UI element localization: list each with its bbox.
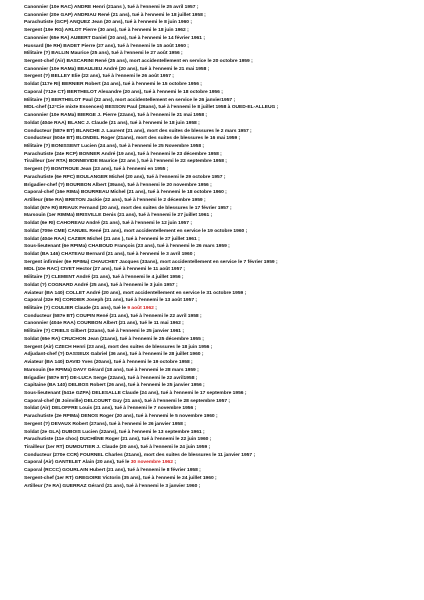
list-item [24, 390, 418, 398]
list-item [24, 459, 418, 467]
entry-text: Conducteur (504e BT) BLONDEL Roger (21ans), mort des suites de blessures le 16 mai 1959 ; [24, 136, 241, 142]
list-item [24, 135, 418, 143]
list-item [24, 297, 418, 305]
list-item [24, 4, 418, 12]
list-item [24, 351, 418, 359]
entry-text: Militaire (?) BONISSENT Lucien (24 ans), tué à l'ennemi le 25 Novembre 1958 ; [24, 143, 205, 149]
entry-tail: ; [172, 460, 176, 466]
list-item [24, 166, 418, 174]
list-item [24, 73, 418, 81]
list-item [24, 398, 418, 406]
entry-text: Caporal-chef (16e RIMa) BOURREAU Michel (21 ans), tué à l'ennemi le 18 octobre 1960 ; [24, 190, 227, 196]
list-item [24, 359, 418, 367]
list-item [24, 58, 418, 66]
entry-text: Artilleur (65e RA) BRETON Jackie (22 ans), tué à l'ennemi le 2 décembre 1959 ; [24, 197, 206, 203]
list-item [24, 282, 418, 290]
entry-text: Canonnier (404e RAA) COURBON Albert (21 ans), tué le 11 mai 1962 ; [24, 321, 184, 327]
entry-text: Artilleur (7e RA) GUERRAZ Gérard (21 ans), tué à l'ennemi le 3 janvier 1960 ; [24, 483, 201, 489]
entry-text: Caporal (RCCC) GOURLAIN Hubert (21 ans), tué à l'ennemi le 8 février 1958 ; [24, 468, 201, 474]
list-item [24, 81, 418, 89]
entry-text: Sergent (?) DEVAUX Robert (27ans), tué à l'ennemi le 26 janvier 1958 ; [24, 421, 186, 427]
entry-text: Militaire (?) COULIER Claude (21 ans), tué le [24, 306, 128, 312]
list-item [24, 89, 418, 97]
entry-text: Soldat (65e RA) CRUCHON Jean (21ans), tué à l'ennemi le 25 décembre 1955 ; [24, 336, 204, 342]
entry-text: Canonnier (10e RAMa) BIERGE J. Pierre (22ans), tué à l'ennemi le 21 mai 1958 ; [24, 113, 208, 119]
list-item [24, 413, 418, 421]
entry-text: Canonnier (20e GAP) ANDRIAU René (21 ans), tué à l'ennemi le 18 juillet 1958 ; [24, 12, 206, 18]
list-item [24, 182, 418, 190]
entry-text: Sergent (19e RG) ARLOT Pierre (30 ans), tué à l'ennemi le 18 juin 1962 ; [24, 28, 189, 34]
entry-text: Tirailleur (1er RTA) BONNEVIDE Maurice (22 ans ), tué à l'ennemi le 22 septembre 1958 ; [24, 159, 227, 165]
list-item [24, 375, 418, 383]
entry-text: MDL (10e RAC) CIVET Hector (27 ans), tué à l'ennemi le 11 août 1957 ; [24, 267, 186, 273]
entry-text: Soldat (709e CME) CANUEL René (21 ans), mort accidentellement en service le 19 octobre 1960 ; [24, 228, 248, 234]
entry-text: Militaire (?) BALLIN Maurice (25 ans), tué à l'ennemi le 27 août 1956 ; [24, 51, 183, 57]
entry-text: Parachutiste (24e RCP) BONNER André (19 ans), tué à l'ennemi le 23 décembre 1958 ; [24, 151, 222, 157]
list-item [24, 143, 418, 151]
list-item [24, 405, 418, 413]
entry-text: Soldat (67e RI) BRIAUX Fernand (20 ans), mort des suites de blessures le 17 février 1957 ; [24, 205, 232, 211]
list-item [24, 467, 418, 475]
list-item [24, 236, 418, 244]
list-item [24, 205, 418, 213]
list-item [24, 120, 418, 128]
list-item [24, 158, 418, 166]
highlighted-date: 9 août 1962 [127, 306, 154, 312]
list-item [24, 444, 418, 452]
casualty-list [24, 4, 418, 490]
entry-text: Aviateur (BA 140) COLLET André (20 ans), mort accidentellement en service le 31 octobre 1959 ; [24, 290, 247, 296]
list-item [24, 35, 418, 43]
entry-text: Parachutiste (6e RPC) BOULANGER Michel (20 ans), tué à l'ennemi le 29 octobre 1957 ; [24, 174, 226, 180]
list-item [24, 336, 418, 344]
list-item [24, 421, 418, 429]
list-item [24, 313, 418, 321]
list-item [24, 220, 418, 228]
entry-text: Hussard (8e RH) BADET Pierre (27 ans), tué à l'ennemi le 15 août 1960 ; [24, 43, 189, 49]
entry-text: Conducteur (270e CCR) FOURNEL Charles (21ans), mort des suites de blessures le 11 janvier 1957 ; [24, 452, 256, 458]
entry-text: Parachutiste (11e choc) DUCHÊNE Roger (21 ans), tué à l'ennemi le 22 juin 1960 ; [24, 437, 212, 443]
highlighted-date: 30 novembre 1962 [130, 460, 173, 466]
list-item [24, 228, 418, 236]
entry-text: Adjudant-chef (?) DASSEUX Gabriel (36 ans), tué à l'ennemi le 28 juillet 1960 ; [24, 352, 204, 358]
entry-text: Brigadier (587e BT) DE-LUCA Serge (22ans), tué à l'ennemi le 22 avril1958 ; [24, 375, 198, 381]
list-item [24, 251, 418, 259]
list-item [24, 128, 418, 136]
entry-text: Militaire (?) CRIELS Gilbert (22ans), tué à l'ennemi le 25 janvier 1961 ; [24, 329, 184, 335]
entry-text: Sergent-chef (1er RT) GREGOIRE Victorin (35 ans), tué à l'ennemi le 24 juillet 1960 ; [24, 475, 217, 481]
list-item [24, 475, 418, 483]
entry-text: Caporal (?12e CT) BERTHELOT Alexandre (20 ans), tué à l'ennemi le 18 octobre 1956 ; [24, 89, 223, 95]
list-item [24, 243, 418, 251]
entry-text: Soldat (BA 146) CHATEAU Bernard (21 ans), tué à l'ennemi le 3 avril 1960 ; [24, 252, 196, 257]
entry-text: Brigadier-chef (?) BOURBON Albert (39ans), tué à l'ennemi le 20 novembre 1956 ; [24, 182, 212, 188]
entry-text: Sergent infirmier (6e RPIMa) CHAUCHET Jacques (33ans), mort accidentellement en service le 7 février 1959 ; [24, 259, 278, 265]
list-item [24, 212, 418, 220]
list-item [24, 259, 418, 267]
entry-text: Sergent-chef (Air) BASCARINI René (25 ans), mort accidentellement en service le 20 octobre 1959 ; [24, 59, 253, 65]
entry-text: Conducteur (587e BT) BLANCHE J. Laurent (21 ans), mort des suites de blessures le 2 mars 1957 ; [24, 128, 252, 134]
entry-text: Capitaine (BA 140) DELBOS Robert (26 ans), tué à l'ennemi le 25 janvier 1956 ; [24, 383, 205, 389]
list-item [24, 189, 418, 197]
list-item [24, 452, 418, 460]
list-item [24, 305, 418, 313]
entry-tail: ; [153, 306, 157, 312]
entry-text: Conducteur (587e BT) COUPIN René (21 ans), tué à l'ennemi le 22 avril 1958 ; [24, 313, 202, 319]
entry-text: Militaire (?) BERTHELOT Paul (22 ans), mort accidentellement en service le 26 janvier1957 ; [24, 97, 236, 103]
entry-text: Sous-lieutenant (6e RPIMa) CHABOUD François (23 ans), tué à l'ennemi le 26 mars 1959 ; [24, 244, 230, 250]
list-item [24, 429, 418, 437]
list-item [24, 382, 418, 390]
list-item [24, 436, 418, 444]
entry-text: Soldat (?) COGNARD André (25 ans), tué à l'ennemi le 3 juin 1957 ; [24, 282, 178, 288]
entry-text: Soldat (Air) DELOFFRE Louis (21 ans), tué à l'ennemi le 7 novembre 1956 ; [24, 406, 197, 412]
entry-text: Canonnier (10e RAC) ANDRE Henri (21ans ), tué à l'ennemi le 25 avril 1957 ; [24, 5, 199, 10]
entry-text: Sous-lieutenant (541e GZPA) DELESALLE Claude (24 ans), tué à l'ennemi le 17 septembre 1956 ; [24, 390, 247, 396]
entry-text: Soldat (404e RAA) BLANC J. Claude (21 ans), tué à l'ennemi le 18 juin 1958 ; [24, 120, 200, 126]
entry-text: Caporal (32e RI) CORDIER Joseph (21 ans), tué à l'ennemi le 13 août 1957 ; [24, 298, 198, 304]
list-item [24, 274, 418, 282]
list-item [24, 43, 418, 51]
list-item [24, 97, 418, 105]
list-item [24, 27, 418, 35]
list-item [24, 19, 418, 27]
list-item [24, 197, 418, 205]
list-item [24, 266, 418, 274]
list-item [24, 12, 418, 20]
entry-text: Canonnier (65e RA) AUBERT Daniel (20 ans), tué à l'ennemi le 14 février 1961 ; [24, 35, 205, 41]
list-item [24, 151, 418, 159]
entry-text: Aviateur (BA 140) DAVID Yves (20ans), tué à l'ennemi le 19 octobre 1958 ; [24, 360, 193, 366]
list-item [24, 367, 418, 375]
entry-text: Marsouin (6e RPIMa) DAVY Gérard (18 ans), tué à l'ennemi le 28 mars 1959 ; [24, 367, 199, 373]
entry-text: Sergent (?) BELLEY Elie (22 ans), tué à l'ennemi le 26 août 1957 ; [24, 74, 174, 80]
entry-text: Marsouin (1er RIMMa) BRISVILLE Denis (21 ans), tué à l'ennemi le 27 juillet 1961 ; [24, 213, 213, 219]
list-item [24, 112, 418, 120]
entry-text: Sergent (?) BONTROUE Jean (23 ans), tué à l'ennemi en 1955 ; [24, 167, 169, 173]
list-item [24, 50, 418, 58]
list-item [24, 344, 418, 352]
entry-text: Parachutiste (2e RPIMa) DENOS Roger (20 ans), tué à l'ennemi le 5 novembre 1960 ; [24, 414, 218, 420]
entry-text: Soldat (117e RI) BERNIER Robert (24 ans), tué à l'ennemi le 15 octobre 1956 ; [24, 82, 202, 88]
entry-text: Soldat (2e GLA) DUBOIS Lucien (22ans), tué à l'ennemi le 13 septembre 1961 ; [24, 429, 205, 435]
list-item [24, 104, 418, 112]
entry-text: MDL-chef (12°Cie mixte Essences) BESSON Paul (26ans), tué à l'ennemi le 8 juillet 1958 à OUED-EL-ALLEUG ; [24, 105, 279, 111]
list-item [24, 320, 418, 328]
list-item [24, 66, 418, 74]
entry-text: Caporal (Air) GANTELET Alain (20 ans), tué le [24, 460, 131, 466]
entry-text: Canonnier (10e RAMa) BEAULIEU André (20 ans), tué à l'ennemi le 21 mai 1958 ; [24, 66, 210, 72]
entry-text: Tirailleur (1er RT) DUMOUTIER J. Claude (20 ans), tué à l'ennemi le 24 juin 1959 ; [24, 444, 211, 450]
entry-text: Parachutiste (GCP) ANQUEZ Jean (20 ans), tué à l'ennemi le 8 juin 1960 ; [24, 20, 192, 26]
entry-text: Militaire (?) CLEMENT André (21 ans), tué à l'ennemi le 4 juillet 1956 ; [24, 275, 184, 281]
entry-text: Caporal-chef (B Joinville) DELCOURT Guy (21 ans), tué à l'ennemi le 28 septembre 1957 ; [24, 398, 231, 404]
entry-text: Soldat (404e RAA) CAZIER Michel (21 ans ), tué à l'ennemi le 27 juillet 1961 ; [24, 236, 200, 242]
list-item [24, 328, 418, 336]
list-item [24, 174, 418, 182]
list-item [24, 290, 418, 298]
entry-text: Soldat (6e RI) CAHOREAU André (21 ans), tué à l'ennemi le 12 juin 1957 ; [24, 221, 192, 227]
entry-text: Sergent (Air) CZECH Henri (23 ans), mort des suites de blessures le 18 juin 1956 ; [24, 344, 213, 350]
list-item [24, 483, 418, 491]
